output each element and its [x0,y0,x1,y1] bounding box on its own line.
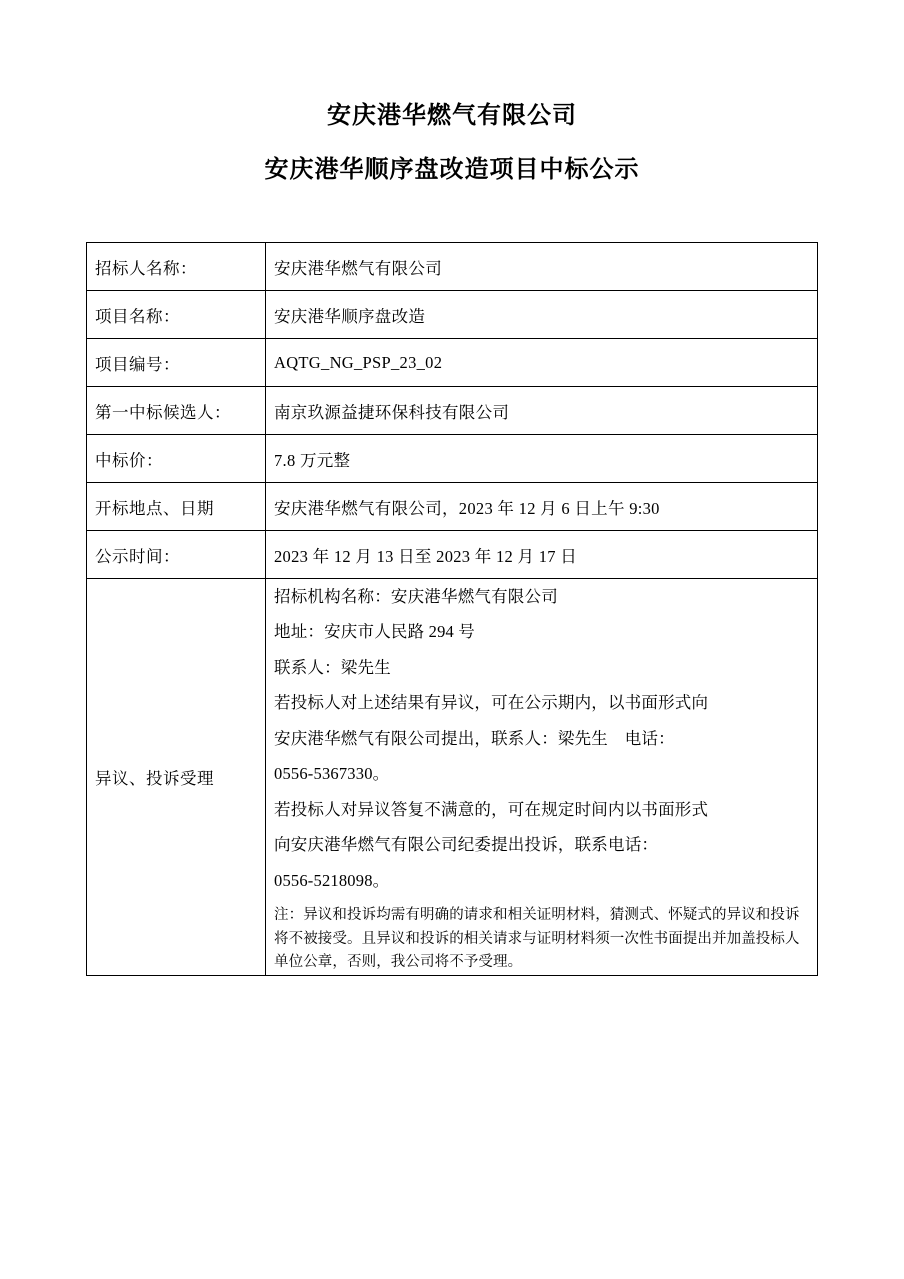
page-title-line-1: 安庆港华燃气有限公司 [327,103,577,129]
notice-line-objection-1: 若投标人对上述结果有异议，可在公示期内，以书面形式向 [274,693,709,713]
row-label-tenderer-name: 招标人名称： [87,243,266,291]
page-title-line-2: 安庆港华顺序盘改造项目中标公示 [264,157,640,183]
table-body [87,243,818,976]
table-row [87,291,818,339]
row-value-bid-price: 7.8 万元整 [266,435,818,483]
table-row [87,339,818,387]
notice-line-agency: 招标机构名称：安庆港华燃气有限公司 [274,587,558,606]
row-label-first-candidate: 第一中标候选人： [87,387,266,435]
notice-line-phone-2: 0556-5218098。 [274,870,390,890]
row-value-tenderer-name: 安庆港华燃气有限公司 [266,243,818,291]
row-value-project-name: 安庆港华顺序盘改造 [266,291,818,339]
row-label-project-name: 项目名称： [87,291,266,339]
notice-line-phone-1: 0556-5367330。 [274,764,390,784]
notice-line-complaint-2: 向安庆港华燃气有限公司纪委提出投诉，联系电话： [274,835,659,855]
row-value-bid-opening: 安庆港华燃气有限公司，2023 年 12 月 6 日上午 9:30 [266,483,818,531]
row-label-publicity-period: 公示时间： [87,531,266,579]
table-row [87,243,818,291]
table-row [87,435,818,483]
notice-footnote: 注：异议和投诉均需有明确的请求和相关证明材料，猜测式、怀疑式的异议和投诉将不被接受。且异议和投诉的相关请求与证明材料须一次性书面提出并加盖投标人单位公章，否则，我公司将不予受理。 [274,907,800,971]
row-value-project-number: AQTG_NG_PSP_23_02 [266,339,818,387]
table-row [87,531,818,579]
table-row [87,387,818,435]
table-row [87,483,818,531]
row-label-complaints: 异议、投诉受理 [87,579,266,976]
row-label-project-number: 项目编号： [87,339,266,387]
document-title-block [0,0,904,182]
notice-line-objection-2: 安庆港华燃气有限公司提出，联系人：梁先生 电话： [274,728,675,748]
notice-line-complaint-1: 若投标人对异议答复不满意的，可在规定时间内以书面形式 [274,799,709,819]
bid-result-table-wrap [86,242,818,976]
table-row-complaints [87,579,818,976]
row-value-complaints [266,579,818,976]
notice-line-contact: 联系人：梁先生 [274,657,391,677]
row-value-first-candidate: 南京玖源益捷环保科技有限公司 [266,387,818,435]
bid-result-table [86,242,818,976]
row-label-bid-opening: 开标地点、日期 [87,483,266,531]
notice-line-address: 地址：安庆市人民路 294 号 [274,622,475,642]
row-value-publicity-period: 2023 年 12 月 13 日至 2023 年 12 月 17 日 [266,531,818,579]
row-label-bid-price: 中标价： [87,435,266,483]
